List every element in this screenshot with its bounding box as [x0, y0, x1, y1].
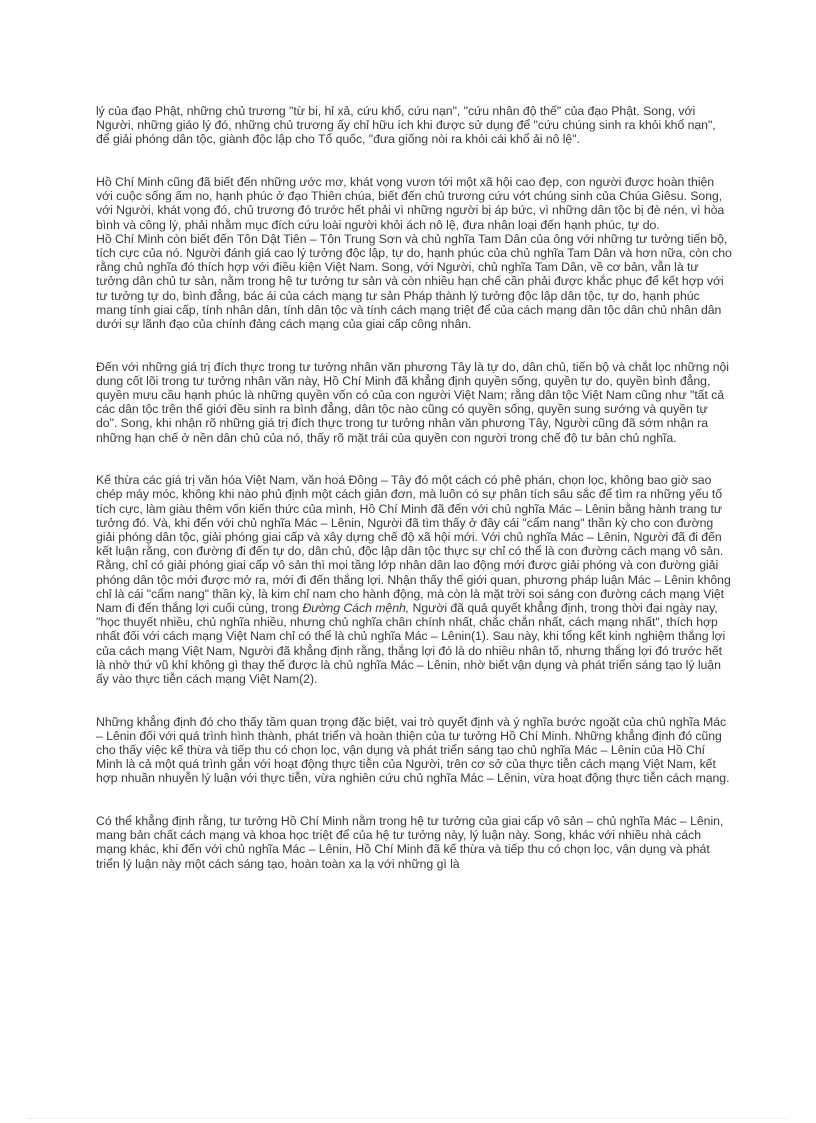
paragraph-text: lý của đạo Phật, những chủ trương "từ bi, hỉ xả, cứu khổ, cứu nạn", "cứu nhân độ thế" của đạo Phật. Song, với Người, những giáo lý đó, những chủ trương ấy chỉ hữu ích khi được sử dụng để "cứu chúng sinh ra khỏi khổ nạn", để giải phóng dân tộc, giành độc lập cho Tổ quốc, "đưa giống nòi ra khỏi cái khổ ải nô lệ".	[96, 104, 716, 147]
paragraph-text: Đến với những giá trị đích thực trong tư tưởng nhân văn phương Tây là tự do, dân chủ, tiến bộ và chắt lọc những nội dung cốt lõi trong tư tưởng nhân văn này, Hồ Chí Minh đã khẳng định quyền sống, quyền tự do, quyền bình đẳng, quyền mưu cầu hạnh phúc là những quyền vốn có của con người Việt Nam; rằng dân tộc Việt Nam cũng như "tất cả các dân tộc trên thế giới đều sinh ra bình đẳng, dân tộc nào cũng có quyền sống, quyền sung sướng và quyền tự do". Song, khi nhận rõ những giá trị đích thực trong tư tưởng nhân văn phương Tây, Người cũng đã sớm nhận ra những hạn chế ở nền dân chủ của nó, thấy rõ mặt trái của quyền con người trong chế độ tư bản chủ nghĩa.	[96, 359, 729, 445]
page-bottom-divider	[28, 1118, 788, 1119]
paragraph-marxism-leninism	[96, 473, 732, 686]
paragraph-affirmations	[96, 715, 732, 786]
document-body	[96, 104, 732, 899]
paragraph-text: Hồ Chí Minh còn biết đến Tôn Dật Tiên – Tôn Trung Sơn và chủ nghĩa Tam Dân của ông với những tư tưởng tiến bộ, tích cực của nó. Người đánh giá cao lý tưởng độc lập, tự do, hạnh phúc của chủ nghĩa Tam Dân và hơn nữa, còn cho rằng chủ nghĩa đó thích hợp với điều kiện Việt Nam. Song, với Người, chủ nghĩa Tam Dân, về cơ bản, vẫn là tư tưởng dân chủ tư sản, nằm trong hệ tư tưởng tư sản và còn nhiều hạn chế cần phải được khắc phục để kết hợp với tư tưởng tự do, bình đẳng, bác ái của cách mạng tư sản Pháp thành lý tưởng độc lập dân tộc, tự do, hạnh phúc mang tính giai cấp, tính nhân dân, tính dân tộc và tính cách mạng triệt để của cách mạng dân tộc dân chủ nhân dân dưới sự lãnh đạo của chính đảng cách mạng của giai cấp công nhân.	[96, 231, 732, 332]
paragraph-text: Những khẳng định đó cho thấy tầm quan trọng đặc biệt, vai trò quyết định và ý nghĩa bước ngoặt của chủ nghĩa Mác – Lênin đối với quá trình hình thành, phát triển và hoàn thiện của tư tưởng Hồ Chí Minh. Những khẳng định đó cũng cho thấy việc kế thừa và tiếp thu có chọn lọc, vận dụng và phát triển sáng tạo chủ nghĩa Mác – Lênin của Hồ Chí Minh là cả một quá trình gắn với hoạt động thực tiễn của Người, trên cơ sở của thực tiễn cách mạng Việt Nam, kết hợp nhuần nhuyễn lý luận với thực tiễn, vừa nghiên cứu chủ nghĩa Mác – Lênin, vừa hoạt động thực tiễn cách mạng.	[96, 714, 730, 786]
book-title-italic: Đường Cách mệnh,	[302, 601, 410, 616]
paragraph-christianity	[96, 175, 732, 232]
paragraph-text: Có thể khẳng định rằng, tư tưởng Hồ Chí Minh nằm trong hệ tư tưởng của giai cấp vô sản – chủ nghĩa Mác – Lênin, mang bản chất cách mạng và khoa học triệt để của hệ tư tưởng này, lý luận này. Song, khác với nhiều nhà cách mạng khác, khi đến với chủ nghĩa Mác – Lênin, Hồ Chí Minh đã kế thừa và tiếp thu có chọn lọc, vận dụng và phát triển lý luận này một cách sáng tạo, hoàn toàn xa lạ với những gì là	[96, 814, 724, 871]
paragraph-text: Hồ Chí Minh cũng đã biết đến những ước mơ, khát vọng vươn tới một xã hội cao đẹp, con người được hoàn thiện với cuộc sống ấm no, hạnh phúc ở đạo Thiên chúa, biết đến chủ trương cứu vớt chúng sinh của Chúa Giêsu. Song, với Người, khát vọng đó, chủ trương đó trước hết phải vì những người bị áp bức, vì những dân tộc bị đè nén, vì hòa bình và công lý, phải nhằm mục đích cứu loài người khỏi ách nô lệ, đưa nhân loại đến hạnh phúc, tự do.	[96, 175, 725, 232]
paragraph-buddhism	[96, 104, 732, 147]
paragraph-conclusion	[96, 814, 732, 871]
paragraph-western-humanism	[96, 360, 732, 445]
paragraph-text: Người đã quả quyết khẳng định, trong thời đại ngày nay, "học thuyết nhiều, chủ nghĩa nhiều, nhưng chủ nghĩa chân chính nhất, chắc chắn nhất, cách mạng nhất", thích hợp nhất đối với cách mạng Việt Nam chỉ có thể là chủ nghĩa Mác – Lênin(1). Sau này, khi tổng kết kinh nghiệm thắng lợi của cách mạng Việt Nam, Người đã khẳng định rằng, thắng lợi đó là do nhiều nhân tố, nhưng thắng lợi đó trước hết là nhờ thứ vũ khí không gì thay thế được là chủ nghĩa Mác – Lênin, nhờ biết vận dụng và phát triển sáng tạo lý luận ấy vào thực tiễn cách mạng Việt Nam(2).	[96, 601, 726, 687]
paragraph-sun-yat-sen	[96, 232, 732, 331]
paragraph-text: Kế thừa các giá trị văn hóa Việt Nam, văn hoá Đông – Tây đó một cách có phê phán, chọn lọc, không bao giờ sao chép máy móc, không khi nào phủ định một cách giản đơn, mà luôn có sự phân tích sâu sắc để tìm ra những yếu tố tích cực, làm giàu thêm vốn kiến thức của mình, Hồ Chí Minh đã đến với chủ nghĩa Mác – Lênin bằng hành trang tư tưởng đó. Và, khi đến với chủ nghĩa Mác – Lênin, Người đã tìm thấy ở đây cái "cẩm nang" thần kỳ cho con đường giải phóng dân tộc, giải phóng giai cấp và xây dựng chế độ xã hội mới. Với chủ nghĩa Mác – Lênin, Người đã đi đến kết luận rằng, con đường đi đến tự do, dân chủ, độc lập dân tộc thực sự chỉ có thể là con đường cách mạng vô sản. Rằng, chỉ có giải phóng giai cấp vô sản thì mọi tầng lớp nhân dân lao động mới được giải phóng và con đường giải phóng dân tộc mới được mở ra, mới đi đến thắng lợi. Nhận thấy thế giới quan, phương pháp luận Mác – Lênin không chỉ là cái "cẩm nang" thần kỳ, là kim chỉ nam cho hành động, mà còn là mặt trời soi sáng con đường cách mạng Việt Nam đi đến thắng lợi cuối cùng, trong	[96, 473, 731, 616]
